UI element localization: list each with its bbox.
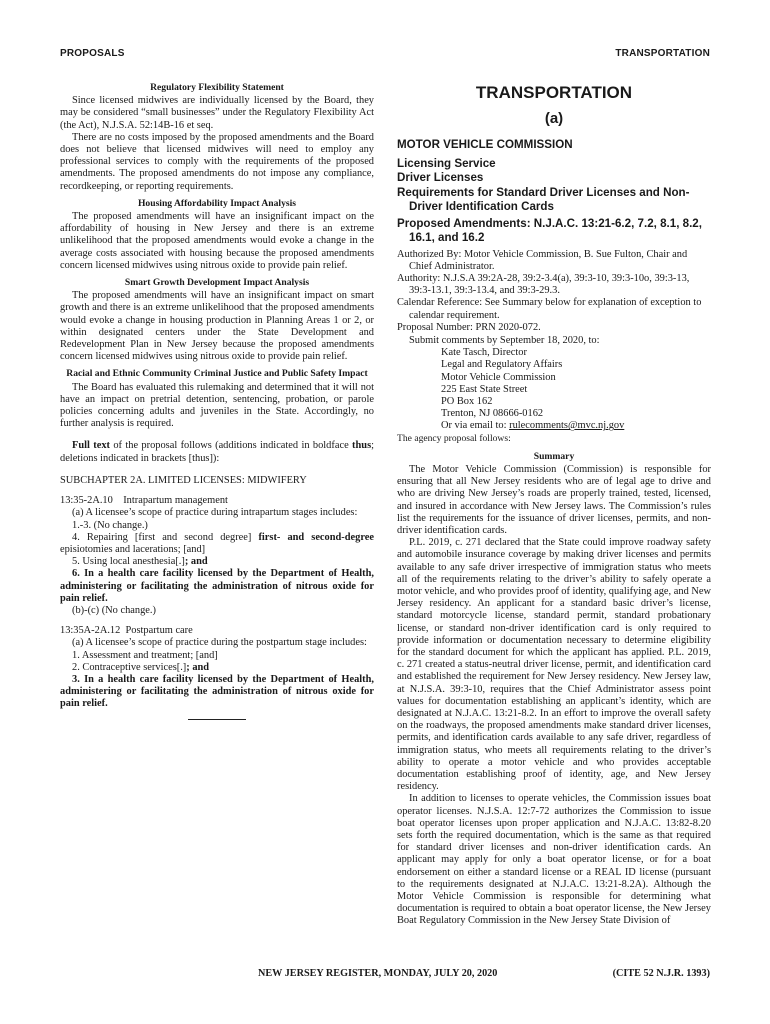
address-line: Kate Tasch, Director <box>441 347 527 359</box>
address-line: 225 East State Street <box>441 383 528 395</box>
end-rule-divider <box>188 719 246 720</box>
address-line: Trenton, NJ 08666-0162 <box>441 408 544 420</box>
proposed-amendments-heading: Proposed Amendments: N.J.A.C. 13:21-6.2, 7.2, 8.1, 8.2, 16.1, and 16.2 <box>397 216 702 244</box>
agency-proposal-follows: The agency proposal follows: <box>397 432 511 444</box>
subchapter-heading: SUBCHAPTER 2A. LIMITED LICENSES: MIDWIFERY <box>60 474 307 486</box>
agency-heading: MOTOR VEHICLE COMMISSION <box>397 138 573 151</box>
reg-flex-paragraph-1: Since licensed midwives are individually licensed by the Board, they may be considered “small businesses” under the Regulatory Flexibility Act (the Act), N.J.S.A. 52:14B-16 et seq. <box>60 95 374 131</box>
right-column <box>397 82 711 928</box>
summary-paragraph-1: The Motor Vehicle Commission (Commission) is responsible for ensuring that all New Jersey residents who are of legal age to drive and who are driving New Jersey’s roads are properly trained, tested, licensed, and insured in accordance with New Jersey laws. The Commission’s rules list the requirements for the issuance of driver licenses, permits, and non-driver identification cards. <box>397 463 711 536</box>
department-title: TRANSPORTATION <box>475 83 633 102</box>
smart-growth-title: Smart Growth Development Impact Analysis <box>124 277 310 289</box>
reg-flex-title: Regulatory Flexibility Statement <box>150 82 284 93</box>
section-10-item-5: 5. Using local anesthesia[.]; and <box>72 556 208 568</box>
footer-register-date: NEW JERSEY REGISTER, MONDAY, JULY 20, 2020 <box>258 968 498 979</box>
section-12-a: (a) A licensee’s scope of practice during the postpartum stage includes: <box>72 637 367 649</box>
section-12-heading: 13:35A-2A.12 Postpartum care <box>60 625 193 637</box>
heading-requirements: Requirements for Standard Driver Licenses and Non-Driver Identification Cards <box>397 185 690 213</box>
heading-driver-licenses: Driver Licenses <box>397 171 484 184</box>
smart-growth-paragraph: The proposed amendments will have an insignificant impact on smart growth and there is an extreme unlikelihood that the proposed amendments would evoke a change in housing production in Planning Areas 1 or 2, or within designated centers under the State Development and Redevelopment Plan in New Jersey because the proposed amendments concern licensed midwives using nitrous oxide to provide pain relief. <box>60 290 374 363</box>
notice-letter: (a) <box>544 110 564 127</box>
authorized-by: Authorized By: Motor Vehicle Commission, B. Sue Fulton, Chair and Chief Administrator. <box>397 248 688 272</box>
section-10-b-c: (b)-(c) (No change.) <box>72 604 156 616</box>
full-text-note: Full text of the proposal follows (additions indicated in boldface thus; deletions indicated in brackets [thus]): <box>60 440 374 464</box>
address-line: Motor Vehicle Commission <box>441 371 556 383</box>
address-line: Legal and Regulatory Affairs <box>441 359 563 371</box>
section-12-item-1: 1. Assessment and treatment; [and] <box>72 649 218 661</box>
section-10-heading: 13:35-2A.10 Intrapartum management <box>60 495 228 507</box>
section-10-item-6: 6. In a health care facility licensed by the Department of Health, administering or facilitating the administration of nitrous oxide for pain relief. <box>60 568 374 604</box>
submit-comments: Submit comments by September 18, 2020, to: <box>409 334 600 346</box>
racial-impact-title: Racial and Ethnic Community Criminal Justice and Public Safety Impact <box>66 368 368 380</box>
authority: Authority: N.J.S.A 39:2A-28, 39:2-3.4(a), 39:3-10, 39:3-10o, 39:3-13, 39:3-13.1, 39:3-13.4, and 39:3-29.3. <box>397 272 690 297</box>
housing-title: Housing Affordability Impact Analysis <box>137 197 297 209</box>
running-header-left: PROPOSALS <box>60 48 125 59</box>
reg-flex-paragraph-2: There are no costs imposed by the proposed amendments and the Board does not believe that licensed midwives will need to employ any professional services to comply with the requirements of the proposed amendments. The proposed amendments do not impose any compliance, recordkeeping, or reporting requirements. <box>60 131 374 192</box>
section-12-item-3: 3. In a health care facility licensed by the Department of Health, administering or facilitating the administration of nitrous oxide for pain relief. <box>60 673 374 710</box>
summary-title: Summary <box>533 450 575 462</box>
email-line: Or via email to: rulecomments@mvc.nj.gov <box>441 420 625 432</box>
address-line: PO Box 162 <box>441 395 493 407</box>
contact-address <box>397 347 711 432</box>
running-header-right: TRANSPORTATION <box>615 48 710 59</box>
calendar-reference: Calendar Reference: See Summary below for explanation of exception to calendar requirement. <box>397 297 702 321</box>
section-10-1-3: 1.-3. (No change.) <box>72 519 148 531</box>
email-link[interactable]: rulecomments@mvc.nj.gov <box>509 420 625 432</box>
section-10-item-4: 4. Repairing [first and second degree] first- and second-degree episiotomies and lacerations; [and] <box>60 531 374 555</box>
left-column <box>60 82 374 720</box>
summary-paragraph-3: In addition to licenses to operate vehicles, the Commission issues boat operator licenses. N.J.S.A. 12:7-72 authorizes the Commission to issue boat operator licenses upon proper application and N.J.A.C. 13:82-8.20 sets forth the required documentation, which is the same as that required for standard driver licenses and non-driver identification cards. An applicant may apply for only a boat operator license, or for a boat endorsement on either a standard license or a REAL ID license (pursuant to the requirements designated at N.J.A.C. 13:21-8.2A). Although the Motor Vehicle Commission is responsible for determining what documentation is required to obtain a boat operator license, the New Jersey Boat Regulatory Commission in the New Jersey State Division of <box>397 793 711 927</box>
proposal-number: Proposal Number: PRN 2020-072. <box>397 321 541 333</box>
heading-licensing-service: Licensing Service <box>397 156 496 170</box>
summary-paragraph-2: P.L. 2019, c. 271 declared that the State could improve roadway safety and automobile insurance coverage by making driver licenses and permits available to any safe driver irrespective of immigration status who meets all of the requirements relating to the driver’s ability to safely operate a motor vehicle, and who provides proof of identity, qualifying age, and New Jersey residency. An applicant for a standard basic driver’s license, standard motorcycle license, standard permit, standard probationary license, or standard non-driver identification card is only required to provide information or documentation necessary to determine eligibility for the standard document for which the applicant has applied. P.L. 2019, c. 271 created a status-neutral driver license, permit, and identification card and established the requirement for New Jersey residency. New Jersey law, at N.J.S.A. 39:3-10, requires that the Chief Administrator assess point values for documentation establishing an applicant’s identity, which are designated at N.J.A.C. 13:21-8.2. In an effort to improve the overall safety on the roadways, the proposed amendments make standard driver licenses, permits, and identification cards available to any safe driver, regardless of immigration status, who meets all requirements relating to the driver’s ability to operate a motor vehicle and who provides acceptable documentation establishing proof of identity, age, and New Jersey residency. <box>397 537 711 793</box>
footer-citation: (CITE 52 N.J.R. 1393) <box>612 968 710 979</box>
racial-impact-paragraph: The Board has evaluated this rulemaking and determined that it will not have an impact on pretrial detention, sentencing, probation, or parole policies concerning adults and juveniles in the State. Accordingly, no further analysis is required. <box>60 381 374 430</box>
section-10-a: (a) A licensee’s scope of practice during intrapartum stages includes: <box>72 507 358 519</box>
housing-paragraph: The proposed amendments will have an insignificant impact on the affordability of housing in New Jersey and there is an extreme unlikelihood that the proposed amendments would evoke a change in the average costs associated with housing because the proposed amendments concern licensed midwives using nitrous oxide to provide pain relief. <box>60 211 374 271</box>
section-12-item-2: 2. Contraceptive services[.]; and <box>72 661 210 673</box>
